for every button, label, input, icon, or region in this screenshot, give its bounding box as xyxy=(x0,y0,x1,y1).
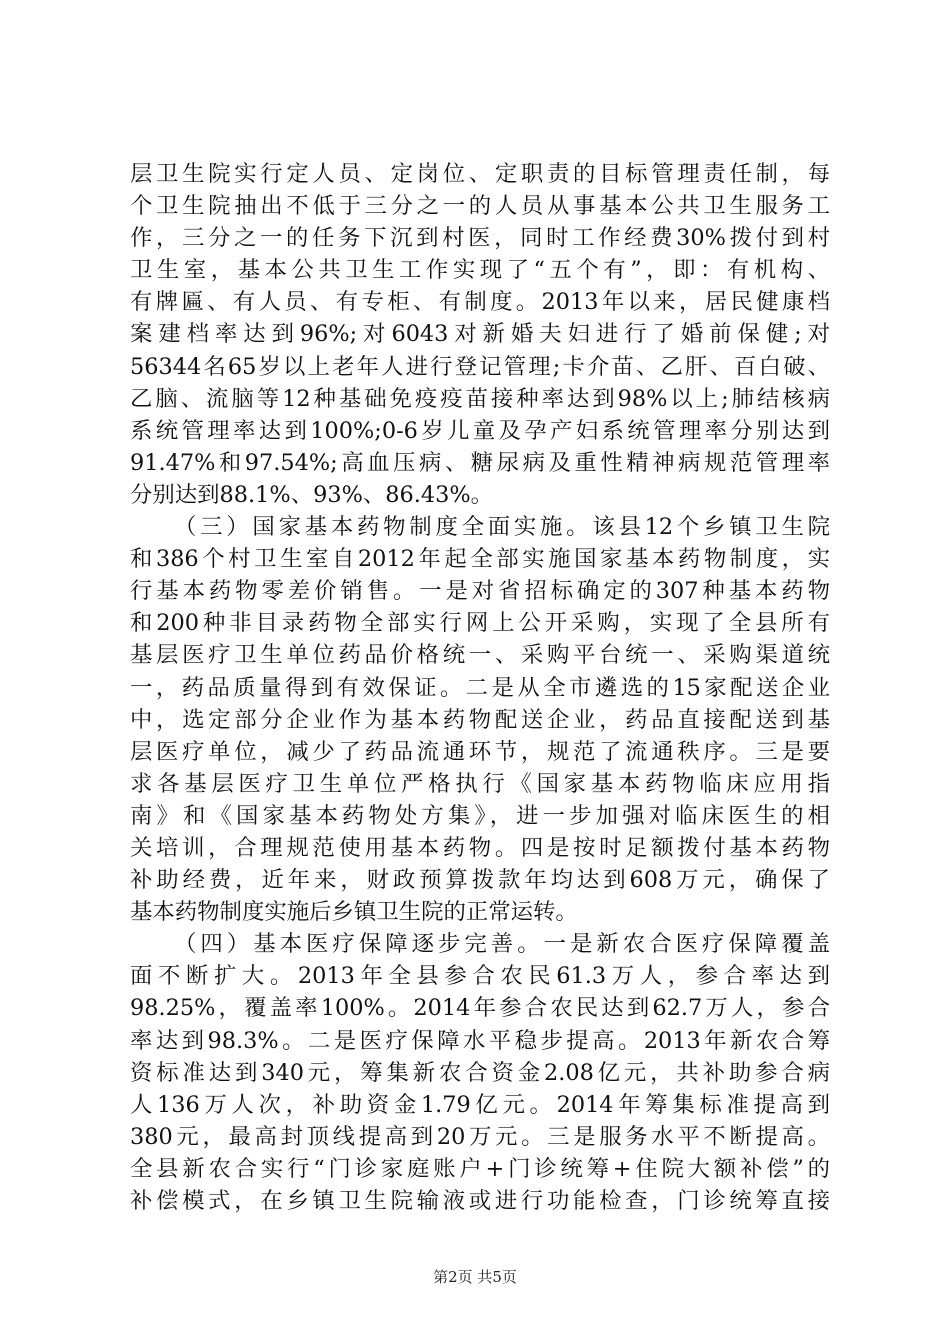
text-line: 和200种非目录药物全部实行网上公开采购，实现了全县所有 xyxy=(130,610,830,637)
text-line: 乙脑、流脑等12种基础免疫疫苗接种率达到98%以上;肺结核病 xyxy=(130,385,830,412)
text-line: 91.47%和97.54%;高血压病、糖尿病及重性精神病规范管理率 xyxy=(130,449,830,476)
text-line: 人136万人次，补助资金1.79亿元。2014年筹集标准提高到 xyxy=(130,1091,830,1118)
section-heading-line: （三）国家基本药物制度全面实施。该县12个乡镇卫生院 xyxy=(174,514,830,541)
text-line: 求各基层医疗卫生单位严格执行《国家基本药物临床应用指 xyxy=(130,770,830,797)
text-line: 分别达到88.1%、93%、86.43%。 xyxy=(130,481,494,508)
text-line: 作，三分之一的任务下沉到村医，同时工作经费30%拨付到村 xyxy=(130,225,830,252)
page-number-footer: 第2页 共5页 xyxy=(433,1268,517,1286)
text-line: 率达到98.3%。二是医疗保障水平稳步提高。2013年新农合筹 xyxy=(130,1027,830,1054)
text-line: 案建档率达到96%;对6043对新婚夫妇进行了婚前保健;对 xyxy=(130,321,830,348)
text-line: 56344名65岁以上老年人进行登记管理;卡介苗、乙肝、百白破、 xyxy=(130,353,830,380)
text-line: 南》和《国家基本药物处方集》，进一步加强对临床医生的相 xyxy=(130,802,830,829)
text-line: 层卫生院实行定人员、定岗位、定职责的目标管理责任制，每 xyxy=(130,161,830,187)
text-line: 基层医疗卫生单位药品价格统一、采购平台统一、采购渠道统 xyxy=(130,642,830,669)
text-line: 全县新农合实行“门诊家庭账户+门诊统筹+住院大额补偿”的 xyxy=(130,1155,830,1182)
text-line: 行基本药物零差价销售。一是对省招标确定的307种基本药物 xyxy=(130,578,830,605)
text-line: 补偿模式，在乡镇卫生院输液或进行功能检查，门诊统筹直接 xyxy=(130,1188,830,1214)
text-line: 卫生室，基本公共卫生工作实现了“五个有”，即：有机构、 xyxy=(130,257,830,284)
text-line: 中，选定部分企业作为基本药物配送企业，药品直接配送到基 xyxy=(130,706,830,733)
text-line: 关培训，合理规范使用基本药物。四是按时足额拨付基本药物 xyxy=(130,834,830,861)
document-body xyxy=(130,158,830,1217)
section-heading-line: （四）基本医疗保障逐步完善。一是新农合医疗保障覆盖 xyxy=(174,931,830,958)
text-line: 个卫生院抽出不低于三分之一的人员从事基本公共卫生服务工 xyxy=(130,193,830,220)
text-line: 和386个村卫生室自2012年起全部实施国家基本药物制度，实 xyxy=(130,546,830,573)
text-line: 一，药品质量得到有效保证。二是从全市遴选的15家配送企业 xyxy=(130,674,830,701)
text-line: 有牌匾、有人员、有专柜、有制度。2013年以来，居民健康档 xyxy=(130,289,830,316)
text-line: 层医疗单位，减少了药品流通环节，规范了流通秩序。三是要 xyxy=(130,738,830,765)
text-line: 面不断扩大。2013年全县参合农民61.3万人，参合率达到 xyxy=(130,963,830,990)
text-line: 98.25%，覆盖率100%。2014年参合农民达到62.7万人，参合 xyxy=(130,995,830,1022)
text-line: 资标准达到340元，筹集新农合资金2.08亿元，共补助参合病 xyxy=(130,1059,830,1086)
text-line: 基本药物制度实施后乡镇卫生院的正常运转。 xyxy=(130,899,578,926)
text-line: 补助经费，近年来，财政预算拨款年均达到608万元，确保了 xyxy=(130,867,830,894)
text-line: 系统管理率达到100%;0-6岁儿童及孕产妇系统管理率分别达到 xyxy=(130,417,830,444)
text-line: 380元，最高封顶线提高到20万元。三是服务水平不断提高。 xyxy=(130,1123,830,1150)
